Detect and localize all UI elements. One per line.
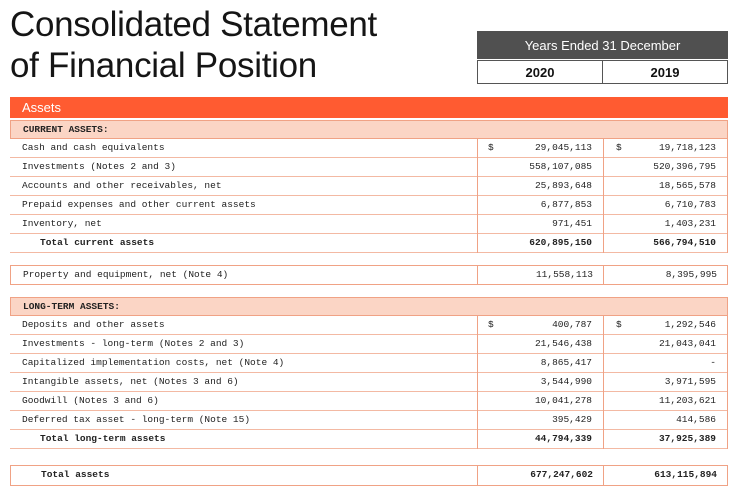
total-2019: 37,925,389 xyxy=(658,433,716,444)
total-2019: 566,794,510 xyxy=(653,237,716,248)
current-assets-heading: CURRENT ASSETS: xyxy=(10,120,728,139)
title-line-2: of Financial Position xyxy=(10,46,317,85)
ppe-2020: 11,558,113 xyxy=(535,269,593,280)
table-row xyxy=(10,177,728,196)
row-label: Prepaid expenses and other current assets xyxy=(22,199,256,210)
row-label: Investments - long-term (Notes 2 and 3) xyxy=(22,338,245,349)
value-2020: 21,546,438 xyxy=(534,338,592,349)
value-2019: 3,971,595 xyxy=(664,376,716,387)
ppe-2019: 8,395,995 xyxy=(665,269,717,280)
total-assets-2020: 677,247,602 xyxy=(530,469,593,480)
table-row xyxy=(10,354,728,373)
row-label: Investments (Notes 2 and 3) xyxy=(22,161,176,172)
page-title xyxy=(10,4,377,86)
longterm-assets-heading: LONG-TERM ASSETS: xyxy=(10,297,728,316)
value-2019: 414,586 xyxy=(676,414,716,425)
row-label: Inventory, net xyxy=(22,218,102,229)
row-label: Goodwill (Notes 3 and 6) xyxy=(22,395,159,406)
total-2020: 44,794,339 xyxy=(534,433,592,444)
column-divider xyxy=(603,139,604,253)
column-divider xyxy=(477,465,478,486)
total-assets-label: Total assets xyxy=(41,469,110,480)
years-header: Years Ended 31 December xyxy=(477,31,728,59)
total-assets-2019: 613,115,894 xyxy=(654,469,717,480)
column-divider xyxy=(477,265,478,285)
table-row xyxy=(10,158,728,177)
total-label: Total current assets xyxy=(40,237,155,248)
row-label: Accounts and other receivables, net xyxy=(22,180,222,191)
total-2020: 620,895,150 xyxy=(529,237,592,248)
currency-symbol-2019: $ xyxy=(616,142,622,153)
assets-section-bar: Assets xyxy=(10,97,728,118)
value-2020: 6,877,853 xyxy=(540,199,592,210)
value-2020: 29,045,113 xyxy=(534,142,592,153)
table-row xyxy=(10,196,728,215)
table-row xyxy=(10,335,728,354)
column-divider xyxy=(477,316,478,449)
table-row xyxy=(10,411,728,430)
value-2020: 8,865,417 xyxy=(540,357,592,368)
value-2019: 11,203,621 xyxy=(658,395,716,406)
row-label: Cash and cash equivalents xyxy=(22,142,165,153)
column-divider xyxy=(727,316,728,449)
row-label: Deferred tax asset - long-term (Note 15) xyxy=(22,414,251,425)
currency-symbol-2019: $ xyxy=(616,319,622,330)
year-2020-header: 2020 xyxy=(477,60,603,84)
table-row xyxy=(10,392,728,411)
value-2019: 6,710,783 xyxy=(664,199,716,210)
value-2020: 25,893,648 xyxy=(534,180,592,191)
ppe-row xyxy=(10,265,728,285)
total-assets-row xyxy=(10,465,728,486)
value-2020: 395,429 xyxy=(552,414,592,425)
value-2020: 10,041,278 xyxy=(534,395,592,406)
value-2020: 3,544,990 xyxy=(540,376,592,387)
currency-symbol-2020: $ xyxy=(488,319,494,330)
value-2019: 21,043,041 xyxy=(658,338,716,349)
row-label: Capitalized implementation costs, net (Note 4) xyxy=(22,357,285,368)
table-row xyxy=(10,215,728,234)
column-divider xyxy=(727,139,728,253)
column-divider xyxy=(477,139,478,253)
table-row xyxy=(10,139,728,158)
column-divider xyxy=(603,465,604,486)
value-2019: 18,565,578 xyxy=(658,180,716,191)
year-2019-header: 2019 xyxy=(602,60,728,84)
total-row xyxy=(10,430,728,449)
value-2019: - xyxy=(710,357,716,368)
column-divider xyxy=(603,316,604,449)
title-line-1: Consolidated Statement xyxy=(10,5,377,44)
row-label: Deposits and other assets xyxy=(22,319,165,330)
row-label: Intangible assets, net (Notes 3 and 6) xyxy=(22,376,239,387)
table-row xyxy=(10,373,728,392)
total-label: Total long-term assets xyxy=(40,433,166,444)
value-2020: 400,787 xyxy=(552,319,592,330)
value-2020: 971,451 xyxy=(552,218,592,229)
table-row xyxy=(10,316,728,335)
currency-symbol-2020: $ xyxy=(488,142,494,153)
value-2019: 1,292,546 xyxy=(664,319,716,330)
value-2019: 520,396,795 xyxy=(653,161,716,172)
column-divider xyxy=(603,265,604,285)
total-row xyxy=(10,234,728,253)
value-2019: 1,403,231 xyxy=(664,218,716,229)
ppe-label: Property and equipment, net (Note 4) xyxy=(23,269,229,280)
value-2019: 19,718,123 xyxy=(658,142,716,153)
value-2020: 558,107,085 xyxy=(529,161,592,172)
